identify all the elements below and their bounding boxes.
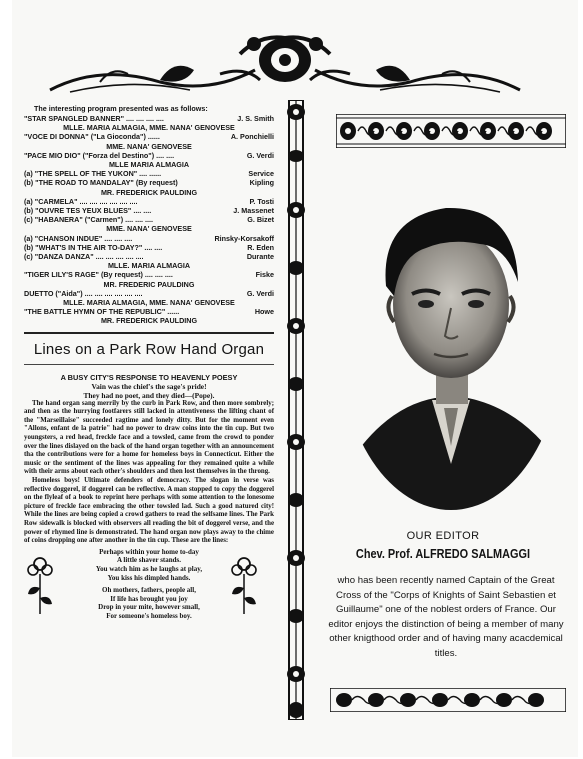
epigraph-line: They had no poet, and they died—(Pope).	[83, 390, 215, 400]
program-composer: R. Eden	[247, 242, 274, 252]
poem-line: A little shaver stands.	[116, 556, 182, 565]
program-composer: P. Tosti	[249, 196, 274, 206]
editor-caption-label: OUR EDITOR	[406, 530, 480, 542]
program-item	[24, 215, 274, 233]
program-line	[24, 307, 274, 316]
program-item	[24, 132, 274, 150]
program-item	[24, 151, 274, 169]
poem-line: You kiss his dimpled hands.	[107, 573, 191, 582]
decorative-band	[330, 688, 566, 712]
divider-rule	[24, 364, 274, 365]
program-performers: MLLE MARIA ALMAGIA	[108, 160, 190, 170]
program-title: DUETTO ("Aida") .... .... .... .... .... ....	[24, 288, 143, 298]
program-line	[24, 215, 274, 224]
article-headline: A BUSY CITY'S RESPONSE TO HEAVENLY POESY	[60, 372, 238, 382]
program-performers: MLLE. MARIA ALMAGIA	[107, 261, 191, 271]
program-item	[24, 169, 274, 178]
program-item	[24, 289, 274, 307]
program-title: (a) "CHANSON INDUE" .... .... ....	[24, 233, 133, 243]
editor-portrait	[340, 178, 562, 518]
program-title: (b) "WHAT'S IN THE AIR TO-DAY?" .... ....	[24, 242, 163, 252]
program-performers: MME. NANA' GENOVESE	[106, 141, 192, 151]
divider-rule	[24, 332, 274, 334]
poem-line: For someone's homeless boy.	[106, 611, 192, 620]
program-composer: J. S. Smith	[237, 114, 274, 123]
program-item	[24, 234, 274, 243]
program-item	[24, 114, 274, 132]
decorative-band	[336, 114, 566, 148]
program-title: (b) "THE ROAD TO MANDALAY" (By request)	[24, 178, 178, 188]
program-composer: G. Verdi	[246, 288, 274, 298]
program-line	[24, 206, 274, 215]
program-line	[24, 270, 274, 279]
program-line	[24, 243, 274, 252]
top-ornament	[40, 34, 530, 96]
editor-name: Chev. Prof. ALFREDO SALMAGGI	[355, 546, 531, 561]
program-title: "STAR SPANGLED BANNER" .... .... .... ....	[24, 114, 164, 123]
article-paragraph: The hand organ sang merrily by the curb in Park Row, and then more sombrely; and then as the hurrying footfarers still lacked in attentiveness the lifting chant of the "Marseillaise" succeeded ragtime and lonely ditty. But for the moment even "Allons, enfant de la patrie" had no power to draw coins into the tin cup. But two youngsters, a red head, freckle face and a towsled, came from the crowd to ponder over the lines dislayed on the back of the hand organ together with an announcement tha the contributions were for a home for homeless boys in Connecticut. Either the music or the sentiment of the lines was appealing for they remained quite a while with their arms about each other's shoulders and then lost themselves in the throng.	[24, 399, 274, 476]
program-title: (c) "HABANERA" ("Carmen") .... .... ....	[24, 215, 154, 225]
program-composer: Kipling	[249, 178, 274, 188]
program-line	[24, 197, 274, 206]
program-performers: MLLE. MARIA ALMAGIA, MME. NANA' GENOVESE	[63, 298, 235, 308]
program-performers: MR. FREDERICK PAULDING	[100, 316, 198, 326]
program-title: "THE BATTLE HYMN OF THE REPUBLIC" ......	[24, 307, 180, 317]
poem-block	[24, 548, 274, 630]
flower-ornament-icon	[26, 554, 54, 616]
program-composer: Service	[248, 169, 274, 179]
program-performers: MR. FREDERICK PAULDING	[100, 187, 198, 197]
concert-program-list	[24, 114, 274, 326]
program-performers: MR. FREDERIC PAULDING	[103, 279, 195, 289]
program-item	[24, 270, 274, 288]
left-column	[24, 104, 274, 630]
program-composer: J. Massenet	[233, 206, 274, 216]
poem-line: Oh mothers, fathers, people all,	[102, 586, 196, 595]
program-composer: G. Bizet	[247, 215, 274, 225]
program-title: (a) "CARMELA" .... .... .... .... .... ....	[24, 196, 138, 206]
program-line	[24, 151, 274, 160]
program-item	[24, 252, 274, 270]
program-performers: MLLE. MARIA ALMAGIA, MME. NANA' GENOVESE	[63, 123, 235, 133]
poem-line: Perhaps within your home to-day	[99, 547, 199, 556]
program-line	[24, 132, 274, 141]
program-composer: A. Ponchielli	[230, 132, 274, 142]
program-line	[24, 289, 274, 298]
program-title: (a) "THE SPELL OF THE YUKON" .... ......	[24, 169, 162, 179]
program-title: (b) "OUVRE TES YEUX BLUES" .... ....	[24, 206, 152, 216]
program-line	[24, 252, 274, 261]
program-item	[24, 197, 274, 206]
article-title: Lines on a Park Row Hand Organ	[33, 340, 265, 358]
poem-line: If life has brought you joy	[110, 594, 188, 603]
program-composer: G. Verdi	[246, 150, 274, 160]
program-composer: Durante	[246, 252, 274, 262]
program-item	[24, 243, 274, 252]
program-composer: Fiske	[255, 270, 274, 280]
program-line	[24, 114, 274, 123]
program-line	[24, 178, 274, 187]
poem-line: Drop in your mite, however small,	[98, 603, 200, 612]
program-item	[24, 206, 274, 215]
editor-caption-text: who has been recently named Captain of the Great Cross of the "Corps of Knights of Saint Sebastien et Guillaume" one of the noblest orders of France. Our editor enjoys the distinction of being a member of many other knigthood order and of having many acacdemical titles.	[328, 575, 564, 659]
program-intro: The interesting program presented was as follows:	[34, 104, 208, 113]
program-item	[24, 307, 274, 325]
article-paragraph: Homeless boys! Ultimate defenders of democracy. The slogan in verse was reflective doggerel, if doggerel can be reflective. A man stopped to copy the doggerel on the flyleaf of a book to reprint here perhaps with some attention to the lonesome picture of freckle face embracing the other towsled lad. Such a good natured city! While the lines are being copied a crowd gathers to read the selfsame lines. The Park Row sidewalk is blocked with observers all reading the bit of doggerel verse, and the power of rhymed line is demonstrated. The hand organ now plays away to the chime of coins dropping one after another in the tin cup. These are the lines:	[24, 477, 274, 545]
program-composer: Rinsky-Korsakoff	[214, 233, 274, 243]
program-line	[24, 234, 274, 243]
program-line	[24, 169, 274, 178]
program-title: (c) "DANZA DANZA" .... .... .... .... ....	[24, 252, 144, 262]
program-title: "TIGER LILY'S RAGE" (By request) .... .... ....	[24, 270, 173, 280]
column-divider-ornament	[280, 100, 312, 720]
program-title: "PACE MIO DIO" ("Forza del Destino") .... ....	[24, 150, 175, 160]
poem-line: You watch him as he laughs at play,	[95, 564, 203, 573]
flower-ornament-icon	[230, 554, 258, 616]
program-composer: Howe	[254, 307, 274, 317]
epigraph-line: Vain was the chief's the sage's pride!	[91, 381, 207, 391]
program-item	[24, 178, 274, 196]
program-performers: MME. NANA' GENOVESE	[106, 224, 192, 234]
program-title: "VOCE DI DONNA" ("La Gioconda") ......	[24, 132, 160, 142]
